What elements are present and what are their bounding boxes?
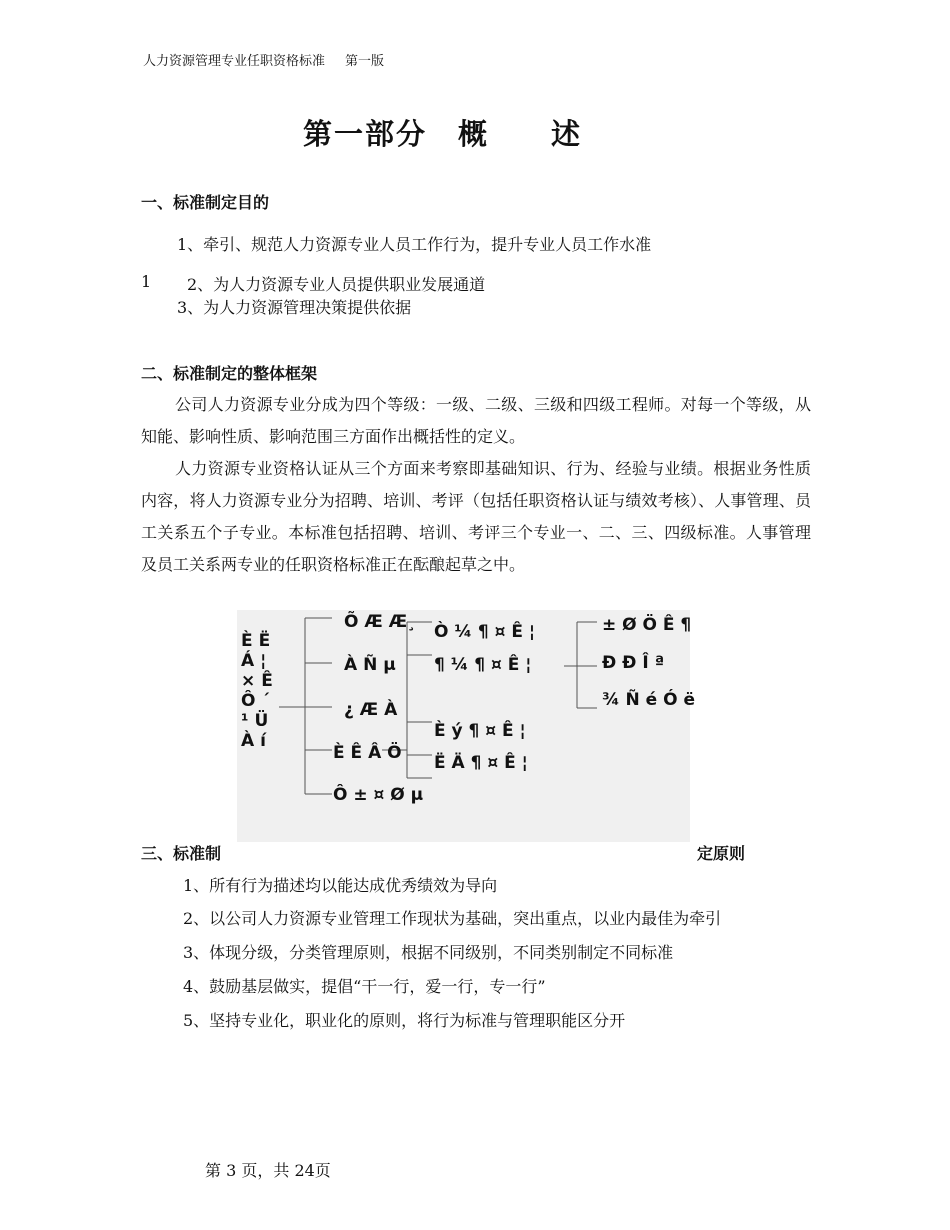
root-char: ¦: [260, 651, 267, 671]
diagram-level3-node: ¾ Ñ é Ó ë: [602, 690, 696, 710]
root-char: ×: [241, 671, 256, 691]
section3-item: 4、鼓励基层做实，提倡“干一行，爱一行，专一行”: [183, 977, 546, 996]
section3-item: 3、体现分级，分类管理原则，根据不同级别，不同类别制定不同标准: [183, 943, 674, 962]
diagram-level3-node: Ð Ð Î ª: [602, 653, 665, 673]
diagram-level3-node: ± Ø Ö Ê ¶: [602, 615, 692, 635]
section3-item: 1、所有行为描述均以能达成优秀绩效为导向: [183, 876, 498, 895]
root-char: Ê: [261, 671, 273, 691]
root-char: ¹: [241, 711, 249, 731]
root-char: Ô: [241, 691, 256, 711]
diagram-level1-node: È Ê Â Ö: [333, 743, 402, 763]
root-char: Á: [241, 651, 255, 671]
header-doc-title: 人力资源管理专业任职资格标准: [143, 54, 326, 69]
diagram-level2-node: ¶ ¼ ¶ ¤ Ê ¦: [434, 655, 532, 675]
margin-number: 1: [141, 272, 152, 291]
section1-item2: 2、为人力资源专业人员提供职业发展通道: [187, 275, 486, 294]
root-char: ´: [261, 691, 270, 711]
diagram-level1-node: Ô ± ¤ Ø µ: [333, 785, 424, 805]
section1-item3: 3、为人力资源管理决策提供依据: [177, 298, 412, 317]
diagram-level2-node: Ë Ä ¶ ¤ Ê ¦: [434, 753, 528, 773]
section3-heading-right: 定原则: [697, 844, 746, 863]
diagram-level2-node: Ò ¼ ¶ ¤ Ê ¦: [434, 622, 536, 642]
diagram-level1-node: À Ñ µ: [344, 655, 396, 675]
section1-heading: 一、标准制定目的: [141, 193, 270, 212]
section2-heading: 二、标准制定的整体框架: [141, 364, 318, 383]
diagram-root: [241, 631, 273, 751]
page-title: 第一部分 概 述: [302, 117, 582, 151]
diagram-level1-node: Õ Æ Æ¸: [344, 612, 416, 632]
page-footer: 第 3 页，共 24页: [205, 1161, 331, 1180]
section2-paragraph1: 公司人力资源专业分成为四个等级：一级、二级、三级和四级工程师。对每一个等级，从知能、影响性质、影响范围三方面作出概括性的定义。: [141, 395, 811, 446]
section1-item1: 1、牵引、规范人力资源专业人员工作行为，提升专业人员工作水准: [177, 235, 652, 254]
header-edition: 第一版: [345, 54, 385, 69]
section3-heading-left: 三、标准制: [141, 844, 222, 863]
page-header: [143, 50, 384, 69]
diagram-level2-node: È ý ¶ ¤ Ê ¦: [434, 721, 526, 741]
section3-item: 2、以公司人力资源专业管理工作现状为基础，突出重点，以业内最佳为牵引: [183, 909, 722, 928]
section2-paragraph2: 人力资源专业资格认证从三个方面来考察即基础知识、行为、经验与业绩。根据业务性质内容，将人力资源专业分为招聘、培训、考评（包括任职资格认证与绩效考核）、人事管理、员工关系五个子专业。本标准包括招聘、培训、考评三个专业一、二、三、四级标准。人事管理及员工关系两专业的任职资格标准正在酝酿起草之中。: [141, 459, 811, 574]
root-char: À: [241, 731, 255, 751]
diagram-level1-node: ¿ Æ À: [344, 700, 398, 720]
root-char: Ü: [254, 711, 269, 731]
root-char: È: [241, 631, 253, 651]
section3-item: 5、坚持专业化，职业化的原则，将行为标准与管理职能区分开: [183, 1011, 626, 1030]
root-char: í: [260, 731, 266, 751]
framework-diagram: [237, 610, 696, 842]
root-char: Ë: [258, 631, 271, 651]
